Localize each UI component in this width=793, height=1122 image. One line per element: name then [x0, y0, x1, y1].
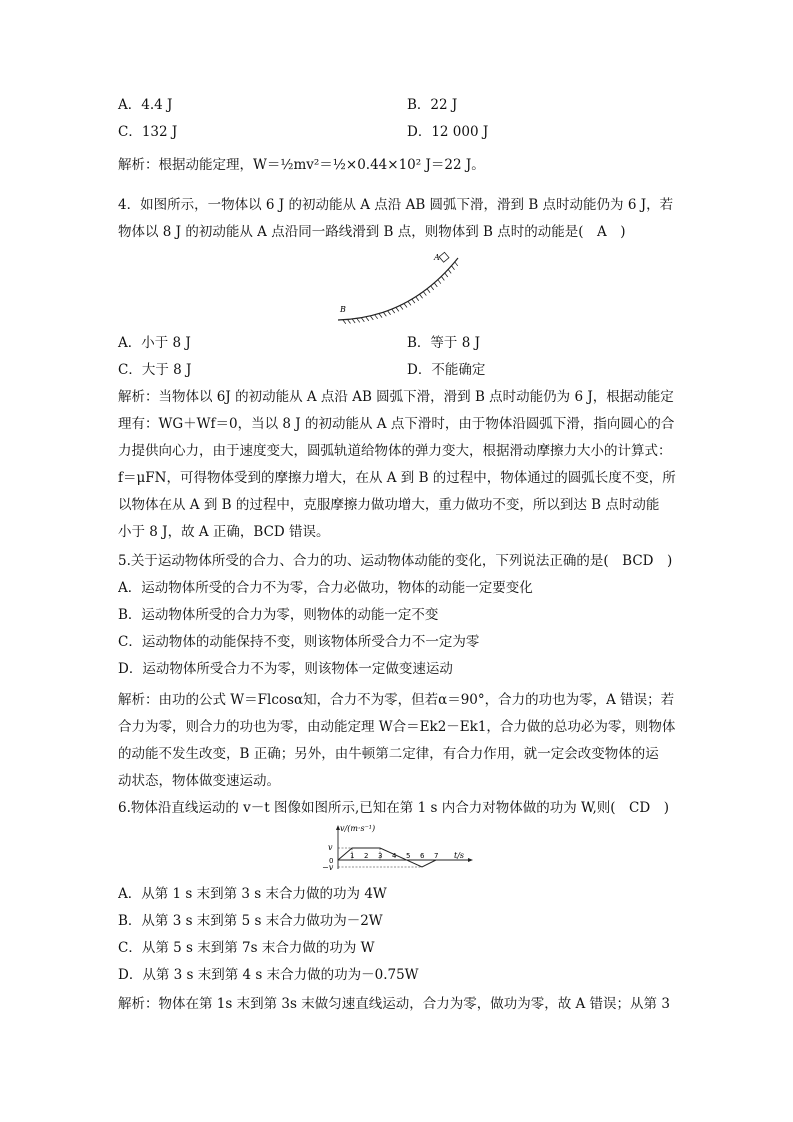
q5-analysis-line-1: 解析：由功的公式 W＝Flcosα知，合力不为零，但若α＝90°，合力的功也为零，A 错误；若 [118, 692, 675, 708]
q4-analysis-line-1: 解析：当物体以 6J 的初动能从 A 点沿 AB 圆弧下滑，滑到 B 点时动能仍为 6 J，根据动能定 [118, 389, 674, 405]
q5-option-b: B．运动物体所受的合力为零，则物体的动能一定不变 [118, 607, 439, 623]
q4-stem-line-1: 4．如图所示，一物体以 6 J 的初动能从 A 点沿 AB 圆弧下滑，滑到 B 点时动能仍为 6 J，若 [118, 197, 674, 213]
q4-arc-figure [330, 248, 465, 330]
hatch-mark [438, 280, 441, 284]
t-tick-1: 1 [350, 852, 355, 860]
hatch-mark [383, 312, 386, 316]
hatch-mark [379, 314, 382, 318]
t-axis-label: t/s [454, 851, 465, 860]
q6-option-c: C．从第 5 s 末到第 7s 末合力做的功为 W [118, 940, 375, 956]
q3-option-b: B．22 J [407, 97, 458, 113]
hatch-mark [412, 299, 415, 303]
hatch-mark [427, 289, 430, 293]
q5-stem: 5.关于运动物体所受的合力、合力的功、运动物体动能的变化，下列说法正确的是( BCD ) [118, 553, 673, 569]
q5-analysis-line-2: 合力为零，则合力的功也为零，由动能定理 W合＝Ek2－Ek1，合力做的总功必为零，则物体 [118, 719, 676, 735]
hatch-mark [366, 317, 369, 321]
v-label: v [328, 843, 333, 852]
hatch-mark [347, 319, 350, 323]
hatch-mark [448, 269, 451, 273]
q6-stem: 6.物体沿直线运动的 v－t 图像如图所示,已知在第 1 s 内合力对物体做的功为 W,则( CD ) [118, 800, 669, 816]
hatch-mark [404, 304, 407, 308]
t-tick-4: 4 [392, 852, 397, 860]
track-hatching [343, 262, 458, 324]
arc-track-diagram [330, 248, 465, 330]
hatch-mark [423, 292, 426, 296]
q6-vt-graph [318, 823, 478, 873]
hatch-mark [396, 307, 399, 311]
hatch-mark [434, 283, 437, 287]
hatch-mark [431, 286, 434, 290]
t-tick-5: 5 [406, 852, 411, 860]
hatch-mark [445, 273, 448, 277]
hatch-mark [455, 262, 458, 266]
q4-stem-line-2: 物体以 8 J 的初动能从 A 点沿同一路线滑到 B 点，则物体到 B 点时的动能是( A ) [118, 224, 626, 240]
q5-analysis-line-4: 动状态，物体做变速运动。 [118, 773, 280, 789]
hatch-mark [343, 320, 346, 324]
zero-label: 0 [329, 857, 334, 865]
sliding-block [439, 252, 449, 262]
point-a-label: A [434, 253, 440, 262]
hatch-mark [352, 319, 355, 323]
q6-option-b: B．从第 3 s 末到第 5 s 末合力做功为－2W [118, 913, 383, 929]
q3-option-d: D．12 000 J [407, 124, 489, 140]
q4-analysis-line-2: 理有：WG＋Wf＝0，当以 8 J 的初动能从 A 点下滑时，由于物体沿圆弧下滑，指向圆心的合 [118, 416, 675, 432]
hatch-mark [361, 318, 364, 322]
v-axis-label: v/(m·s⁻¹) [340, 824, 376, 833]
q3-option-a: A．4.4 J [118, 97, 173, 113]
q5-option-c: C．运动物体的动能保持不变，则该物体所受合力不一定为零 [118, 634, 480, 650]
q4-analysis-line-4: f＝μFN，可得物体受到的摩擦力增大，在从 A 到 B 的过程中，物体通过的圆弧长度不变，所 [118, 470, 676, 486]
hatch-mark [375, 315, 378, 319]
hatch-mark [420, 294, 423, 298]
q6-option-a: A．从第 1 s 末到第 3 s 末合力做的功为 4W [118, 886, 387, 902]
t-tick-6: 6 [420, 852, 425, 860]
t-tick-7: 7 [434, 852, 439, 860]
hatch-mark [451, 266, 454, 270]
q3-option-c: C．132 J [118, 124, 178, 140]
t-tick-2: 2 [364, 852, 369, 860]
hatch-mark [357, 318, 360, 322]
hatch-mark [441, 276, 444, 280]
q4-option-b: B．等于 8 J [407, 335, 481, 351]
hatch-mark [392, 309, 395, 313]
q4-analysis-line-5: 以物体在从 A 到 B 的过程中，克服摩擦力做功增大，重力做功不变，所以到达 B 点时动能 [118, 497, 660, 513]
q4-option-d: D．不能确定 [407, 362, 486, 378]
hatch-mark [408, 301, 411, 305]
q4-option-c: C．大于 8 J [118, 362, 192, 378]
q5-analysis-line-3: 的动能不发生改变，B 正确；另外，由牛顿第二定律，有合力作用，就一定会改变物体的运 [118, 746, 659, 762]
vt-graph-svg [318, 823, 478, 873]
q4-option-a: A．小于 8 J [118, 335, 191, 351]
neg-v-label: −v [322, 863, 334, 872]
q5-option-a: A．运动物体所受的合力不为零，合力必做功，物体的动能一定要变化 [118, 580, 533, 596]
point-b-label: B [340, 305, 346, 314]
t-axis-arrow [468, 858, 473, 862]
q4-analysis-line-6: 小于 8 J，故 A 正确，BCD 错误。 [118, 524, 330, 540]
hatch-mark [370, 316, 373, 320]
hatch-mark [416, 297, 419, 301]
q5-option-d: D．运动物体所受合力不为零，则该物体一定做变速运动 [118, 661, 453, 677]
q4-analysis-line-3: 力提供向心力，由于速度变大，圆弧轨道给物体的弹力变大，根据滑动摩擦力大小的计算式： [118, 443, 672, 459]
hatch-mark [400, 306, 403, 310]
q6-option-d: D．从第 3 s 末到第 4 s 末合力做的功为－0.75W [118, 967, 419, 983]
q6-analysis: 解析：物体在第 1s 末到第 3s 末做匀速直线运动，合力为零，做功为零，故 A 错误；从第 3 [118, 996, 670, 1012]
q3-analysis: 解析：根据动能定理，W＝½mv²＝½×0.44×10² J＝22 J。 [118, 157, 485, 173]
t-tick-3: 3 [378, 852, 383, 860]
hatch-mark [388, 311, 391, 315]
